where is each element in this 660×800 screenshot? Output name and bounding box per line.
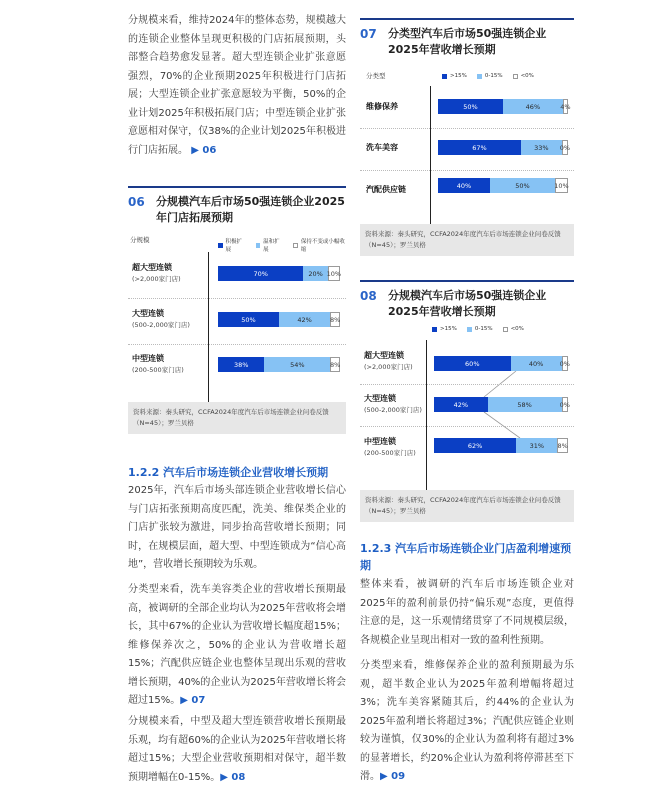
- row-label-parts-supply: 汽配供应链: [366, 185, 406, 194]
- figure-08-title: 分规模汽车后市场50强连锁企业2025年营收增长预期: [388, 289, 547, 318]
- legend-label: 0-15%: [484, 73, 503, 79]
- figure-06-source: 资料来源：秦头研究，CCFA2024年度汽车后市场连锁企业问卷反馈（N=45）；罗兰贝格: [128, 402, 346, 434]
- figure-07-axis: [430, 86, 431, 224]
- segment-label: 0%: [559, 400, 570, 409]
- bar-segment-active: [218, 312, 279, 327]
- legend-swatch-dark: [442, 74, 447, 79]
- bar-segment-flat: [330, 312, 340, 327]
- segment-label: 40%: [528, 359, 544, 368]
- figure-06-number: 06: [128, 195, 145, 209]
- row-label-carwash: 洗车美容: [366, 143, 398, 152]
- figure-08-source: 资料来源：秦头研究，CCFA2024年度汽车后市场连锁企业问卷反馈（N=45）；罗兰贝格: [360, 490, 574, 522]
- segment-label: 50%: [515, 181, 530, 190]
- row-label-large: 大型连锁: [364, 394, 396, 403]
- segment-label: 42%: [453, 400, 469, 409]
- figure-06-header: [128, 186, 346, 226]
- paragraph-text: 分类型来看，洗车美容类企业的营收增长预期最高，被调研的全部企业均认为2025年营收将会增长，其中67%的企业认为营收增长幅度超15%；维修保养次之，50%的企业认为营收增长超15%；汽配供应链企业也整体呈现出乐观的营收增长预期，40%的企业认为2025年营收增长将会超过15%。: [128, 584, 346, 706]
- segment-label: 4%: [560, 102, 571, 111]
- row-label-super-large: 超大型连锁: [132, 263, 172, 272]
- row-divider: [360, 426, 574, 427]
- segment-label: 70%: [253, 269, 268, 278]
- legend-swatch-dark: [218, 243, 223, 248]
- row-divider: [128, 298, 346, 299]
- row-sub-medium: (200-500家门店): [132, 366, 184, 374]
- bar-segment-high: [438, 140, 521, 155]
- figure-06-bar-large: [218, 312, 340, 327]
- row-label-maintenance: 维修保养: [366, 102, 398, 111]
- legend-swatch-light: [256, 243, 261, 248]
- figure-07-bar-carwash: [438, 140, 571, 155]
- legend-item-active: [218, 237, 246, 253]
- bar-segment-moderate: [303, 266, 327, 281]
- legend-item-high: [442, 73, 467, 79]
- legend-item-moderate: [256, 237, 284, 253]
- intro-paragraph: [128, 12, 346, 160]
- segment-label: 54%: [290, 360, 305, 369]
- bar-segment-high: [434, 397, 488, 412]
- legend-label: 积极扩展: [225, 239, 243, 253]
- segment-label: 62%: [467, 441, 483, 450]
- section-heading-1-2-2: 1.2.2 汽车后市场连锁企业营收增长预期: [128, 466, 329, 479]
- legend-swatch-white: [513, 74, 518, 79]
- figure-08-bar-large: [434, 397, 568, 412]
- section-heading-1-2-3: 1.2.3 汽车后市场连锁企业门店盈利增速预期: [360, 542, 572, 572]
- bar-segment-flat: [328, 266, 340, 281]
- row-sub-super-large: (>2,000家门店): [132, 275, 181, 283]
- segment-label: 10%: [554, 181, 569, 190]
- figure-08-bar-medium: [434, 438, 568, 453]
- figure-09-reference-link[interactable]: ▶ 09: [380, 771, 406, 782]
- figure-06-bar-super-large: [218, 266, 340, 281]
- bar-segment-mid: [488, 397, 562, 412]
- figure-08-header: [360, 280, 574, 320]
- legend-swatch-light: [477, 74, 482, 79]
- figure-08-number: 08: [360, 289, 377, 303]
- bar-segment-low: [560, 99, 571, 114]
- bar-segment-mid: [511, 356, 562, 371]
- bar-segment-low: [557, 438, 568, 453]
- bar-segment-active: [218, 266, 303, 281]
- bar-segment-flat: [330, 357, 340, 372]
- segment-label: 67%: [472, 143, 487, 152]
- segment-label: 8%: [329, 360, 341, 369]
- figure-07-y-title: 分类型: [366, 72, 386, 80]
- legend-item-mid: [477, 73, 503, 79]
- segment-label: 50%: [463, 102, 478, 111]
- legend-item-flat: [293, 237, 346, 253]
- segment-label: 38%: [233, 360, 249, 369]
- bar-segment-high: [434, 438, 516, 453]
- bar-segment-active: [218, 357, 264, 372]
- legend-label: <0%: [520, 73, 534, 79]
- figure-07-bar-maintenance: [438, 99, 571, 114]
- segment-label: 10%: [326, 269, 342, 278]
- segment-label: 33%: [534, 143, 549, 152]
- paragraph-revenue-by-type: [128, 581, 346, 711]
- paragraph-revenue-overview: 2025年，汽车后市场头部连锁企业营收增长信心与门店拓张预期高度匹配，洗美、维保类企业的门店扩张较为激进，同步抬高营收增长预期；同时，在规模层面，超大型、中型连锁成为“信心高地”，营收增长预期较为乐观。: [128, 485, 346, 570]
- row-label-medium: 中型连锁: [132, 354, 164, 363]
- intro-text: 分规模来看，维持2024年的整体态势，规模越大的连锁企业整体呈现更积极的门店拓展预期，头部整合趋势愈发显著。超大型连锁企业扩张意愿强烈，70%的企业预期2025年积极进行门店拓展；大型连锁企业扩张意愿较为平衡，50%的企业计划2025年积极拓展门店；中型连锁企业扩张意愿相对保守，仅38%的企业计划2025年积极进行门店拓展。: [128, 15, 346, 156]
- legend-item-low: [513, 73, 534, 79]
- bar-segment-moderate: [264, 357, 330, 372]
- figure-06-y-title: 分规模: [130, 236, 150, 244]
- segment-label: 46%: [525, 102, 541, 111]
- row-divider: [360, 384, 574, 385]
- figure-08-chart: [360, 322, 574, 490]
- bar-segment-high: [438, 178, 490, 193]
- row-label-medium: 中型连锁: [364, 437, 396, 446]
- legend-label: 0-15%: [474, 326, 493, 332]
- figure-06-axis: [208, 252, 209, 402]
- segment-label: 8%: [557, 441, 568, 450]
- legend-label: >15%: [440, 326, 457, 332]
- figure-06-reference-link[interactable]: ▶ 06: [191, 144, 217, 156]
- paragraph-profit-by-type: [360, 657, 574, 787]
- figure-07-legend: [442, 73, 534, 79]
- segment-label: 40%: [456, 181, 472, 190]
- figure-07-title: 分类型汽车后市场50强连锁企业2025年营收增长预期: [388, 27, 547, 56]
- figure-07-header: [360, 18, 574, 58]
- row-divider: [128, 344, 346, 345]
- row-divider: [360, 170, 574, 171]
- figure-06-chart: [128, 232, 346, 402]
- row-label-large: 大型连锁: [132, 309, 164, 318]
- paragraph-text: 分类型来看，维修保养企业的盈利预期最为乐观，超半数企业认为2025年盈利增幅将超过3%；洗车美容紧随其后，约44%的企业认为2025年盈利增长将超过3%；汽配供应链企业则较为谨慎，仅30%的企业认为盈利将有超过3%的显著增长，约20%企业认为盈利将停滞甚至下滑。: [360, 660, 574, 782]
- legend-label: <0%: [510, 326, 524, 332]
- bar-segment-high: [434, 356, 511, 371]
- bar-segment-high: [438, 99, 503, 114]
- figure-06-title: 分规模汽车后市场50强连锁企业2025年门店拓展预期: [156, 195, 345, 224]
- segment-label: 0%: [559, 143, 571, 152]
- segment-label: 8%: [329, 315, 341, 324]
- figure-08-bar-super-large: [434, 356, 568, 371]
- figure-06-legend: [218, 237, 346, 253]
- segment-label: 20%: [308, 269, 323, 278]
- row-divider: [360, 128, 574, 129]
- bar-segment-low: [559, 356, 570, 371]
- bar-segment-mid: [516, 438, 557, 453]
- figure-07-reference-link[interactable]: ▶ 07: [180, 695, 206, 706]
- figure-07-bar-parts-supply: [438, 178, 568, 193]
- segment-label: 0%: [559, 359, 570, 368]
- bar-segment-low: [555, 178, 568, 193]
- connector-line: [484, 412, 520, 438]
- legend-label: 保持不变或小幅收缩: [300, 239, 345, 253]
- figure-08-reference-link[interactable]: ▶ 08: [220, 771, 246, 783]
- paragraph-text: 分规模来看，中型及超大型连锁营收增长预期最乐观，均有超60%的企业认为2025年营收增长将超过15%；大型企业营收预期相对保守，超半数预期增幅在0-15%。: [128, 716, 346, 783]
- paragraph-revenue-by-scale: [128, 713, 346, 787]
- figure-07-chart: [360, 64, 574, 224]
- row-label-super-large: 超大型连锁: [364, 351, 404, 360]
- segment-label: 50%: [241, 315, 256, 324]
- bar-segment-low: [559, 397, 570, 412]
- legend-swatch-white: [293, 243, 298, 248]
- figure-07-number: 07: [360, 27, 377, 41]
- bar-segment-low: [559, 140, 571, 155]
- bar-segment-mid: [490, 178, 555, 193]
- row-sub-large: (500-2,000家门店): [364, 406, 422, 414]
- segment-label: 60%: [465, 359, 480, 368]
- paragraph-profit-overview: 整体来看，被调研的汽车后市场连锁企业对2025年的盈利前景仍持“偏乐观”态度，更值得注意的是，这一乐观情绪贯穿了不同规模层级，各规模企业呈现出相对一致的盈利性预期。: [360, 579, 574, 646]
- row-sub-medium: (200-500家门店): [364, 449, 416, 457]
- row-sub-super-large: (>2,000家门店): [364, 363, 413, 371]
- bar-segment-moderate: [279, 312, 330, 327]
- segment-label: 31%: [529, 441, 545, 450]
- bar-segment-mid: [503, 99, 563, 114]
- figure-06-bar-medium: [218, 357, 340, 372]
- segment-label: 58%: [517, 400, 532, 409]
- figure-07-source: 资料来源：秦头研究，CCFA2024年度汽车后市场连锁企业问卷反馈（N=45）；罗兰贝格: [360, 224, 574, 256]
- segment-label: 42%: [297, 315, 312, 324]
- row-sub-large: (500-2,000家门店): [132, 321, 190, 329]
- legend-label: >15%: [450, 73, 467, 79]
- legend-label: 温和扩展: [263, 239, 280, 253]
- bar-segment-mid: [521, 140, 562, 155]
